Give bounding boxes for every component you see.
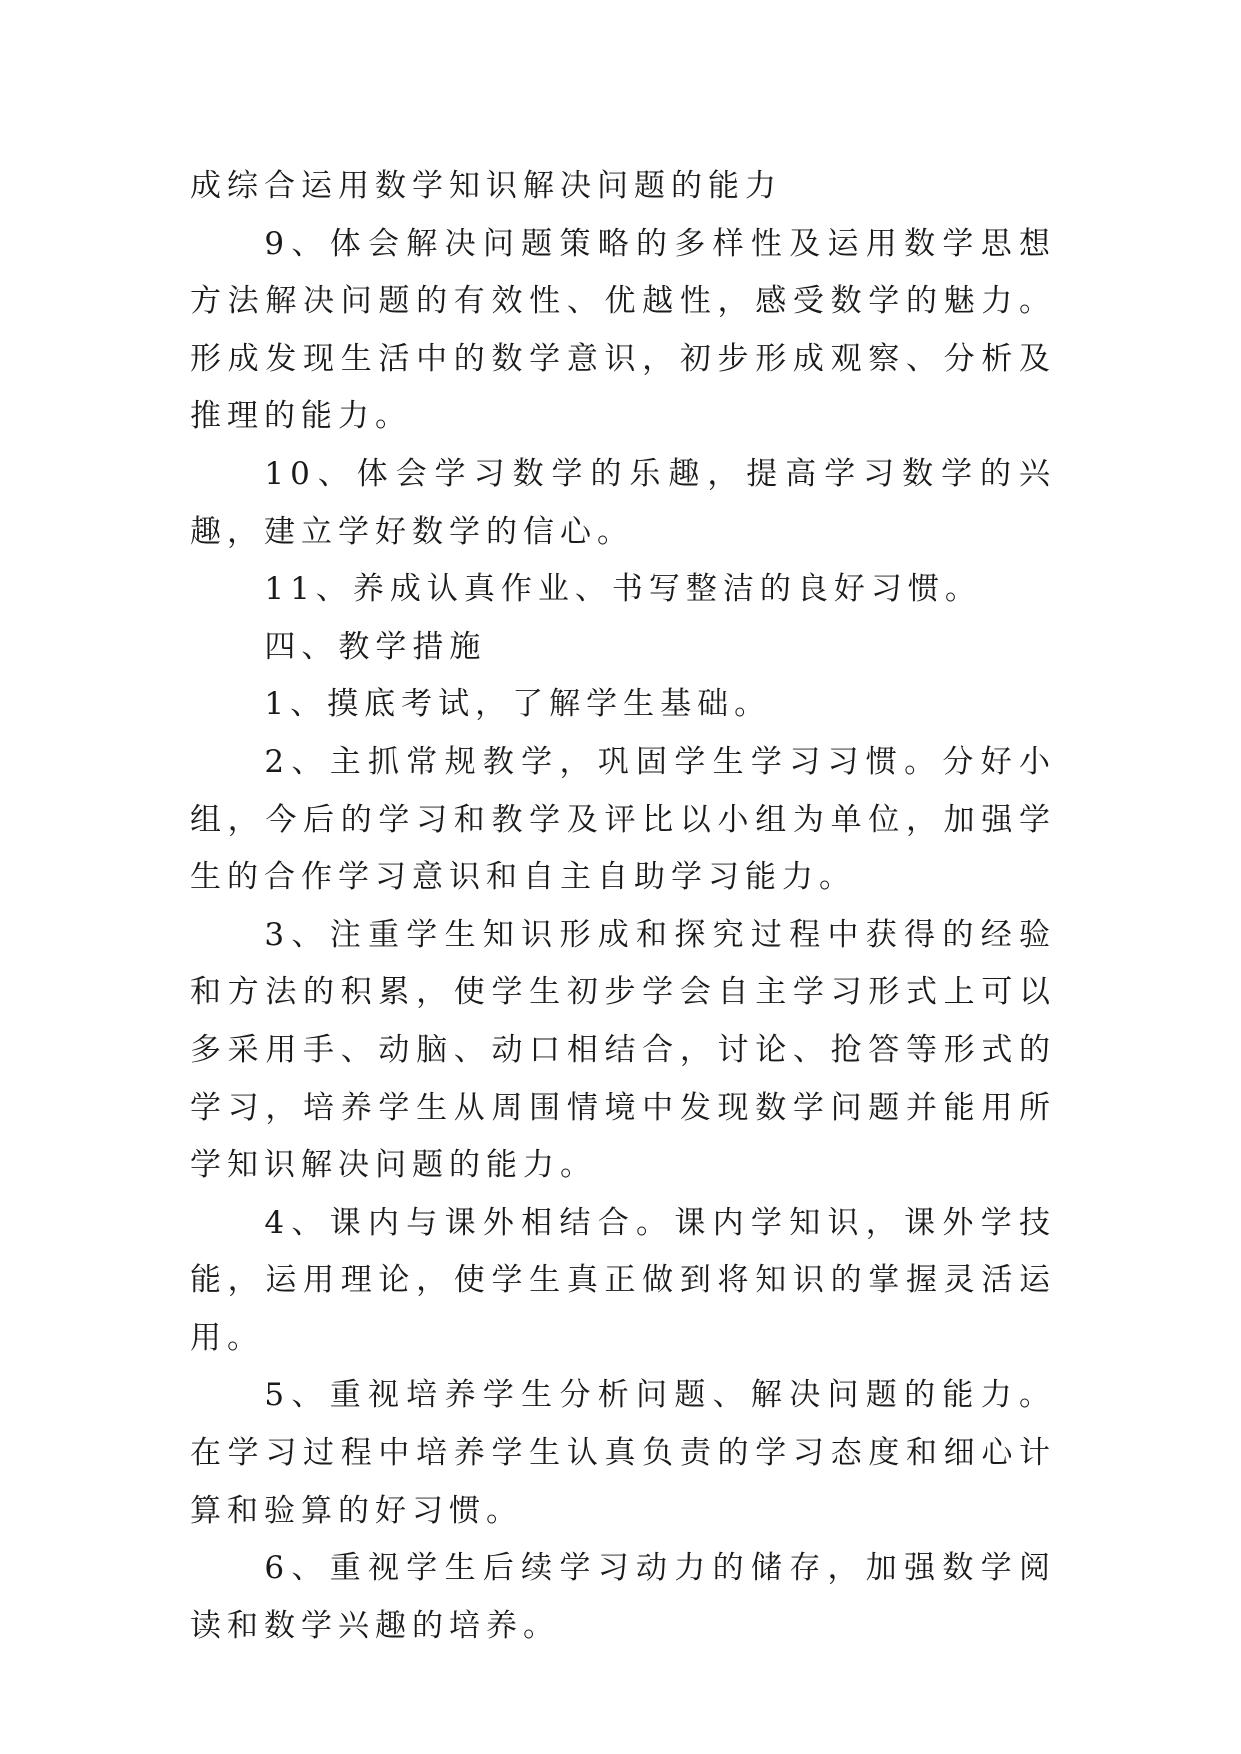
- measure-item-1: 1、摸底考试，了解学生基础。: [264, 686, 772, 723]
- paragraph-item-9: 9、体会解决问题策略的多样性及运用数学思想方法解决问题的有效性、优越性，感受数学的魅力。形成发现生活中的数学意识，初步形成观察、分析及推理的能力。: [190, 225, 1056, 435]
- measure-item-6: 6、重视学生后续学习动力的储存，加强数学阅读和数学兴趣的培养。: [190, 1550, 1056, 1644]
- measure-item-5: 5、重视培养学生分析问题、解决问题的能力。在学习过程中培养学生认真负责的学习态度和细心计算和验算的好习惯。: [190, 1377, 1056, 1529]
- measure-item-3: 3、注重学生知识形成和探究过程中获得的经验和方法的积累，使学生初步学会自主学习形式上可以多采用手、动脑、动口相结合，讨论、抢答等形式的学习，培养学生从周围情境中发现数学问题并能用所学知识解决问题的能力。: [190, 916, 1056, 1184]
- measure-item-2: 2、主抓常规教学，巩固学生学习习惯。分好小组，今后的学习和教学及评比以小组为单位，加强学生的合作学习意识和自主自助学习能力。: [190, 743, 1056, 896]
- section-heading-teaching-measures: 四、教学措施: [264, 628, 487, 665]
- paragraph-continuation: 成综合运用数学知识解决问题的能力: [190, 168, 782, 204]
- paragraph-item-11: 11、养成认真作业、书写整洁的良好习惯。: [264, 571, 982, 608]
- paragraph-item-10: 10、体会学习数学的乐趣，提高学习数学的兴趣，建立学好数学的信心。: [190, 455, 1056, 550]
- document-body: [190, 158, 1056, 1655]
- measure-item-4: 4、课内与课外相结合。课内学知识，课外学技能，运用理论，使学生真正做到将知识的掌握灵活运用。: [190, 1204, 1056, 1356]
